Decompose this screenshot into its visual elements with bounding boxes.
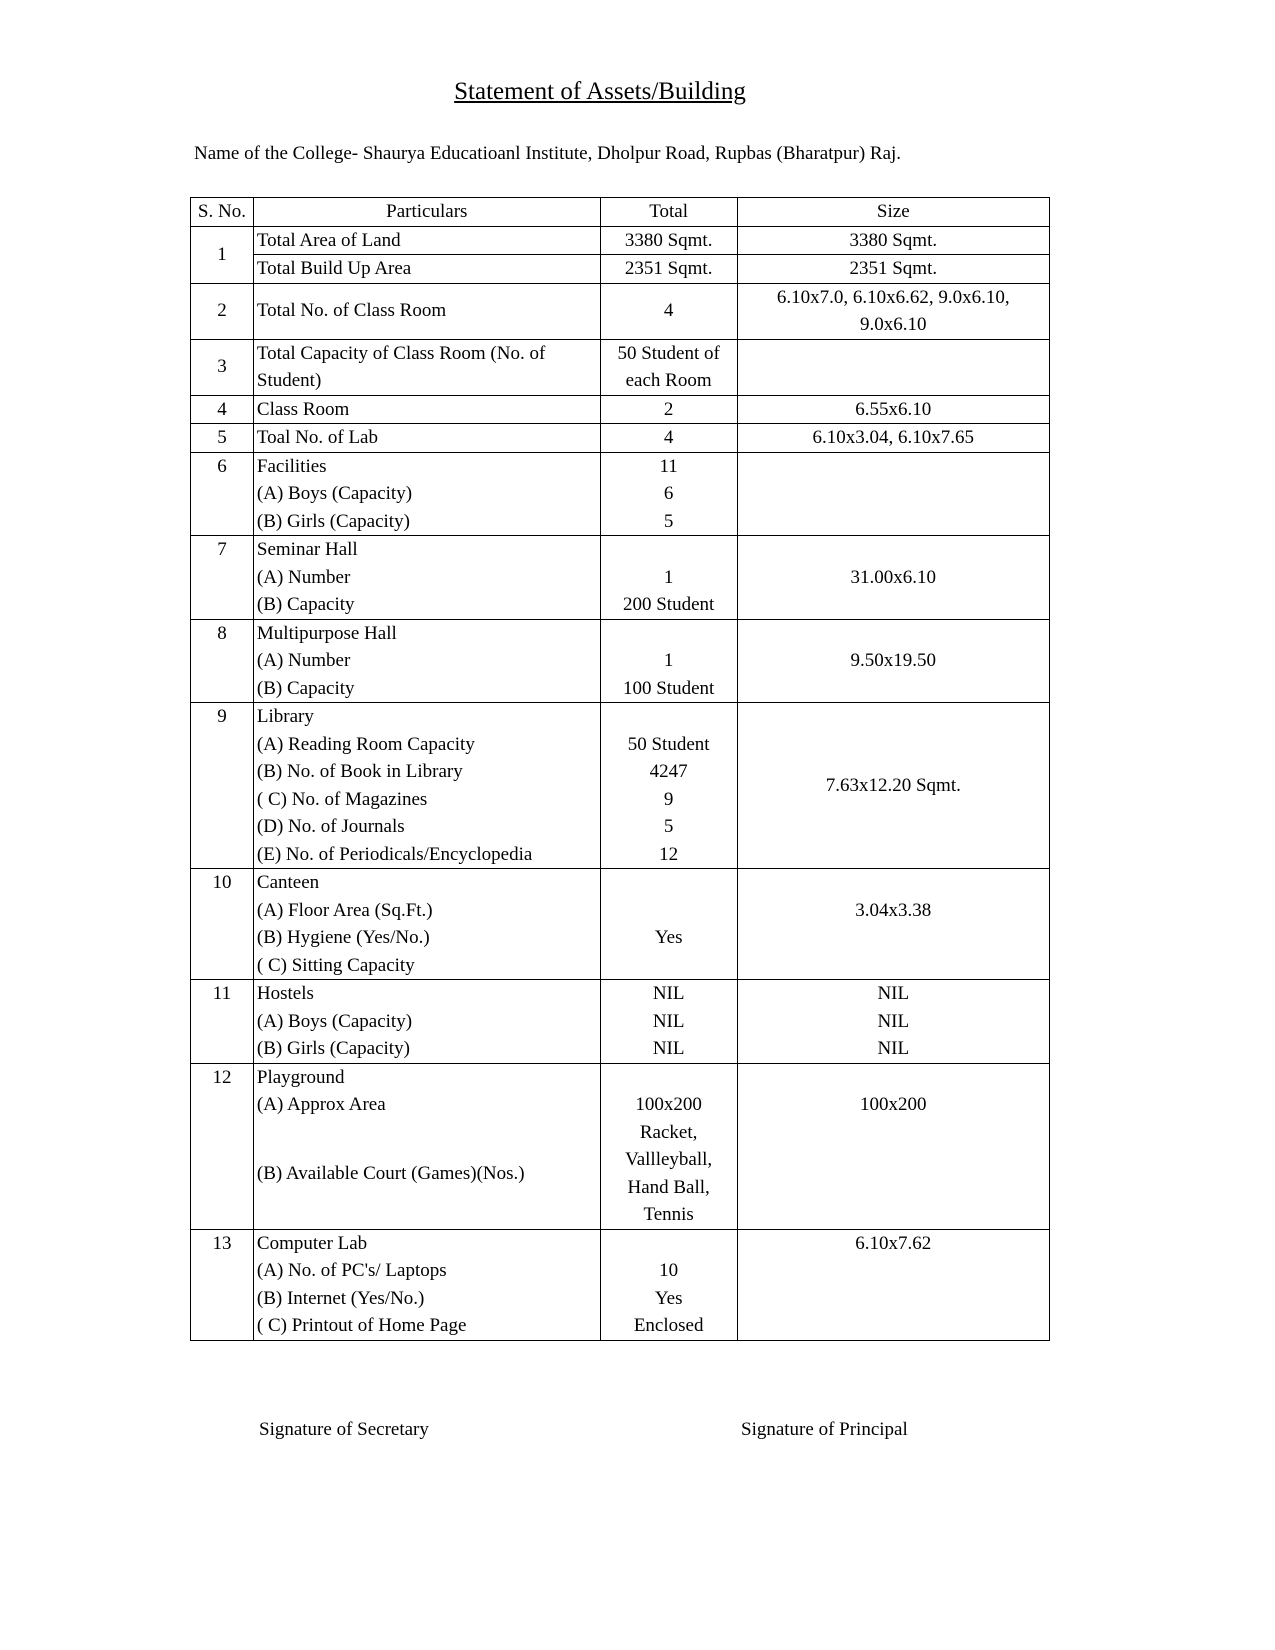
size-cell: 9.50x19.50 (737, 619, 1049, 703)
size-line-blank (741, 1064, 1046, 1092)
assets-table (190, 197, 1050, 1341)
total-cell (600, 980, 737, 1064)
table-row (191, 283, 1050, 339)
particular-line: (B) No. of Book in Library (256, 761, 463, 782)
sno-cell: 10 (191, 869, 254, 980)
total-line: Enclosed (633, 1315, 704, 1336)
table-row (191, 619, 1050, 703)
total-cell: 4 (600, 283, 737, 339)
total-cell: 2 (600, 395, 737, 424)
table-row (191, 339, 1050, 395)
particular-line: (A) Approx Area (256, 1094, 386, 1115)
total-line: 6 (663, 483, 674, 504)
total-cell (600, 1229, 737, 1340)
sno-cell: 5 (191, 424, 254, 453)
court-line: Hand Ball, (627, 1176, 710, 1198)
size-cell: 6.55x6.10 (737, 395, 1049, 424)
total-line: 1 (663, 566, 674, 588)
sno-cell: 13 (191, 1229, 254, 1340)
particular-line: (A) Number (256, 650, 351, 671)
total-line: 5 (663, 510, 674, 532)
particular-cell: Class Room (253, 395, 600, 424)
total-line (604, 1230, 734, 1258)
particular-line: (B) Capacity (256, 594, 355, 615)
total-cell: 50 Student of each Room (600, 339, 737, 395)
header-total: Total (600, 198, 737, 227)
total-line: Yes (654, 927, 683, 948)
table-row (191, 869, 1050, 980)
size-cell: 6.10x7.0, 6.10x6.62, 9.0x6.10, 9.0x6.10 (737, 283, 1049, 339)
particular-line: (E) No. of Periodicals/Encyclopedia (256, 843, 533, 865)
particular-line: Multipurpose Hall (256, 622, 397, 644)
particular-line: (A) Number (256, 566, 351, 588)
total-cell (600, 452, 737, 536)
size-line: NIL (877, 1010, 910, 1032)
particular-line: (B) Hygiene (Yes/No.) (256, 927, 430, 948)
particular-line: (A) Boys (Capacity) (256, 1010, 413, 1032)
total-line (604, 869, 734, 897)
sno-cell: 12 (191, 1063, 254, 1229)
size-cell: 6.10x3.04, 6.10x7.65 (737, 424, 1049, 453)
size-cell (737, 1229, 1049, 1340)
total-line: 100 Student (622, 677, 715, 699)
total-line: 9 (663, 788, 674, 810)
particular-line: (A) Floor Area (Sq.Ft.) (256, 899, 433, 921)
particular-line: Facilities (256, 455, 327, 477)
particular-line: Hostels (256, 983, 314, 1004)
sno-cell: 8 (191, 619, 254, 703)
sno-cell: 1 (191, 226, 254, 283)
particular-line: (B) Available Court (Games)(Nos.) (256, 1162, 525, 1184)
total-line: 4247 (649, 761, 688, 782)
total-line: 11 (659, 455, 678, 477)
particular-cell (253, 1229, 600, 1340)
header-particulars: Particulars (253, 198, 600, 227)
particular-line: Library (256, 706, 314, 727)
total-line (604, 703, 734, 731)
total-cell (600, 1063, 737, 1229)
particular-line: (B) Girls (Capacity) (256, 510, 410, 532)
size-cell (737, 452, 1049, 536)
sno-cell: 3 (191, 339, 254, 395)
size-line: 6.10x7.62 (855, 1232, 932, 1254)
size-line: NIL (877, 983, 910, 1004)
table-row (191, 1229, 1050, 1340)
total-line: NIL (652, 1038, 685, 1059)
particular-line: (D) No. of Journals (256, 816, 405, 837)
size-cell: 31.00x6.10 (737, 536, 1049, 620)
particular-cell: Total Area of Land (253, 226, 600, 255)
size-line: 100x200 (860, 1094, 927, 1115)
total-line: NIL (652, 983, 685, 1004)
size-line: NIL (877, 1038, 910, 1059)
table-row (191, 536, 1050, 620)
total-line: 100x200 (635, 1094, 702, 1115)
total-line: 10 (659, 1260, 679, 1281)
particular-line: ( C) No. of Magazines (256, 788, 428, 810)
particular-cell (253, 703, 600, 869)
particular-cell (253, 536, 600, 620)
total-cell: 3380 Sqmt. (600, 226, 737, 255)
total-cell (600, 869, 737, 980)
particular-cell: Total Capacity of Class Room (No. of Student) (253, 339, 600, 395)
particular-line: ( C) Printout of Home Page (256, 1315, 467, 1336)
total-line: 5 (663, 816, 674, 837)
total-line-blank (604, 1064, 734, 1092)
particular-cell (253, 619, 600, 703)
court-line: Tennis (643, 1204, 694, 1225)
particular-line: (A) Boys (Capacity) (256, 483, 413, 504)
total-line (604, 952, 734, 980)
sno-cell: 4 (191, 395, 254, 424)
particular-line: (A) Reading Room Capacity (256, 733, 475, 755)
header-sno: S. No. (191, 198, 254, 227)
table-row (191, 1063, 1050, 1229)
particular-cell: Toal No. of Lab (253, 424, 600, 453)
page-title: Statement of Assets/Building (454, 78, 746, 105)
secretary-signature-label: Signature of Secretary (259, 1419, 429, 1440)
particular-cell (253, 869, 600, 980)
table-row (191, 424, 1050, 453)
particular-cell (253, 1063, 600, 1229)
size-cell: 2351 Sqmt. (737, 255, 1049, 284)
total-cell: 2351 Sqmt. (600, 255, 737, 284)
size-cell: 3380 Sqmt. (737, 226, 1049, 255)
particular-line: ( C) Sitting Capacity (256, 954, 415, 976)
sno-cell: 11 (191, 980, 254, 1064)
total-cell (600, 536, 737, 620)
particular-line: Computer Lab (256, 1232, 368, 1254)
particular-cell: Total Build Up Area (253, 255, 600, 284)
table-row (191, 452, 1050, 536)
college-name-line: Name of the College- Shaurya Educatioanl Institute, Dholpur Road, Rupbas (Bharatpur) Raj. (194, 143, 902, 164)
size-line (741, 869, 1046, 897)
table-row (191, 980, 1050, 1064)
particular-line: (B) Capacity (256, 677, 355, 699)
total-line (604, 897, 734, 925)
sno-cell: 2 (191, 283, 254, 339)
total-cell (600, 619, 737, 703)
size-line (741, 924, 1046, 952)
total-line: Yes (654, 1287, 683, 1309)
size-cell (737, 869, 1049, 980)
size-cell (737, 980, 1049, 1064)
particular-line: (B) Internet (Yes/No.) (256, 1287, 425, 1309)
particular-cell: Total No. of Class Room (253, 283, 600, 339)
principal-signature-label: Signature of Principal (741, 1419, 908, 1440)
table-row (191, 703, 1050, 869)
total-cell: 4 (600, 424, 737, 453)
particular-line: Playground (256, 1066, 345, 1088)
total-line (604, 620, 734, 648)
particular-cell (253, 452, 600, 536)
court-line: Racket, (639, 1121, 698, 1143)
size-cell (737, 1063, 1049, 1229)
sno-cell: 9 (191, 703, 254, 869)
table-row (191, 226, 1050, 255)
sno-cell: 6 (191, 452, 254, 536)
particular-cell (253, 980, 600, 1064)
total-line: NIL (652, 1010, 685, 1032)
court-line: Vallleyball, (625, 1149, 713, 1170)
total-line: 1 (663, 650, 674, 671)
size-line (741, 952, 1046, 980)
size-line: 3.04x3.38 (855, 899, 932, 921)
size-cell (737, 339, 1049, 395)
size-cell: 7.63x12.20 Sqmt. (737, 703, 1049, 869)
table-header-row (191, 198, 1050, 227)
particular-line: Canteen (256, 872, 320, 893)
total-line: 50 Student (627, 733, 710, 755)
total-cell (600, 703, 737, 869)
sno-cell: 7 (191, 536, 254, 620)
total-line: 12 (659, 843, 679, 865)
table-row (191, 255, 1050, 284)
particular-line: (A) No. of PC's/ Laptops (256, 1260, 447, 1281)
total-line (604, 536, 734, 564)
particular-line: Seminar Hall (256, 539, 358, 560)
particular-line: (B) Girls (Capacity) (256, 1038, 410, 1059)
total-line: 200 Student (622, 594, 715, 615)
header-size: Size (737, 198, 1049, 227)
table-row (191, 395, 1050, 424)
